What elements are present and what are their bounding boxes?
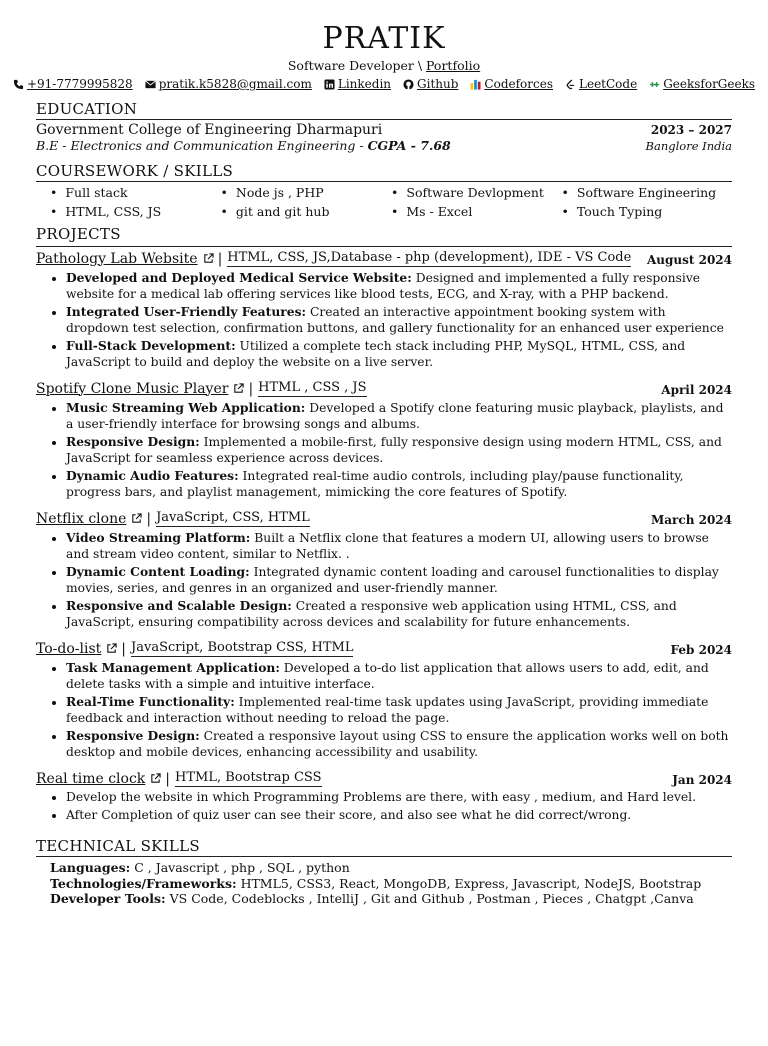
bullet-text: Integrated dynamic content loading and carousel functionalities to display movies, series, and genres in an organized and user-friendly manner. (66, 565, 719, 595)
project-date: March 2024 (651, 513, 732, 527)
list-item (66, 790, 732, 806)
project-tech: JavaScript, CSS, HTML (156, 510, 310, 525)
tech-label: Languages: (50, 860, 131, 875)
bullet-heading: Task Management Application: (66, 660, 280, 675)
leetcode-icon (565, 79, 576, 90)
bullet-heading: Developed and Deployed Medical Service Website: (66, 270, 412, 285)
project-name-link[interactable]: To-do-list (36, 640, 102, 657)
tech-value: C , Javascript , php , SQL , python (130, 860, 350, 875)
phone-link[interactable] (13, 77, 133, 91)
geeksforgeeks-label: GeeksforGeeks (663, 77, 756, 91)
project-tech: JavaScript, Bootstrap CSS, HTML (131, 640, 354, 655)
bullet-text: Designed and implemented a fully responsive website for a medical lab offering services like blood tests, ECG, and X-ray, with a PHP backend. (66, 271, 701, 301)
project-todo (36, 640, 732, 760)
github-link[interactable] (403, 77, 458, 91)
project-tech: HTML, CSS, JS,Database - php (development), IDE - VS Code (227, 250, 632, 265)
project-tech: HTML, Bootstrap CSS (175, 770, 322, 785)
project-title-row (36, 770, 732, 787)
project-title (36, 770, 322, 787)
linkedin-icon (324, 79, 335, 90)
list-item (66, 598, 732, 630)
role-text: Software Developer \ (287, 58, 427, 73)
skill-item: • git and git hub (221, 204, 392, 219)
institution-name: Government College of Engineering Dharmapuri (36, 122, 383, 138)
project-title-row (36, 250, 732, 267)
bullet-text: Created an interactive appointment booking system with dropdown test selection, confirmation buttons, and gallery functionality for an enhanced user experience (66, 305, 724, 335)
project-spotify (36, 380, 732, 500)
external-link-icon[interactable] (150, 773, 161, 784)
bullet-heading: Responsive Design: (66, 434, 200, 449)
separator: | (248, 380, 254, 397)
bullet-text: Implemented real-time task updates using JavaScript, providing immediate feedback and interaction without needing to reload the page. (66, 695, 709, 725)
tech-label: Developer Tools: (50, 891, 166, 906)
bullet-heading: Real-Time Functionality: (66, 694, 235, 709)
project-name-link[interactable]: Real time clock (36, 770, 146, 787)
degree-row (36, 138, 732, 153)
project-clock (36, 770, 732, 823)
tech-row (50, 876, 732, 892)
tech-label: Technologies/Frameworks: (50, 875, 237, 891)
separator: | (165, 770, 171, 787)
education-row (36, 122, 732, 138)
education-location: Banglore India (645, 139, 732, 153)
linkedin-link[interactable] (324, 77, 391, 91)
project-bullets (36, 530, 732, 630)
technical-heading: TECHNICAL SKILLS (36, 837, 732, 857)
email-link[interactable] (145, 77, 312, 91)
skills-list (50, 185, 732, 219)
bullet-heading: Integrated User-Friendly Features: (66, 304, 307, 319)
bullet-text: Develop the website in which Programming Problems are there, with easy , medium, and Hard level. (66, 790, 697, 804)
project-title (36, 640, 353, 657)
project-name-link[interactable]: Netflix clone (36, 510, 127, 527)
project-bullets (36, 400, 732, 500)
bullet-heading: Full-Stack Development: (66, 338, 236, 353)
project-date: April 2024 (661, 383, 732, 397)
bullet-text: Created a responsive web application using HTML, CSS, and JavaScript, ensuring compatibility across devices and scalability for future enhancements. (66, 599, 677, 629)
project-title (36, 510, 310, 527)
list-item (66, 564, 732, 596)
skill-item: • Software Engineering (562, 185, 733, 200)
project-bullets (36, 790, 732, 823)
external-link-icon[interactable] (131, 513, 142, 524)
bullet-heading: Music Streaming Web Application: (66, 400, 306, 415)
project-tech: HTML , CSS , JS (258, 380, 367, 395)
skills-heading: COURSEWORK / SKILLS (36, 162, 732, 182)
education-years: 2023 – 2027 (650, 123, 732, 137)
codeforces-icon (470, 79, 481, 90)
bullet-heading: Video Streaming Platform: (66, 530, 251, 545)
email-label: pratik.k5828@gmail.com (158, 77, 312, 91)
external-link-icon[interactable] (203, 253, 214, 264)
geeksforgeeks-icon (649, 79, 660, 90)
bullet-text: Implemented a mobile-first, fully responsive design using modern HTML, CSS, and JavaScript for seamless experience across devices. (66, 435, 722, 465)
separator: | (217, 250, 223, 267)
technical-skills (50, 860, 732, 907)
list-item (66, 434, 732, 466)
tech-row (50, 860, 732, 876)
projects-heading: PROJECTS (36, 225, 121, 243)
bullet-text: Utilized a complete tech stack including PHP, MySQL, HTML, CSS, and JavaScript to build and deploy the website on a live server. (66, 339, 686, 369)
skill-item: • Full stack (50, 185, 221, 200)
tech-value: VS Code, Codeblocks , IntelliJ , Git and Github , Postman , Pieces , Chatgpt ,Canva (165, 891, 694, 906)
project-title-row (36, 640, 732, 657)
project-date: Jan 2024 (672, 773, 732, 787)
project-bullets (36, 270, 732, 370)
leetcode-link[interactable] (565, 77, 637, 91)
leetcode-label: LeetCode (579, 77, 638, 91)
project-netflix (36, 510, 732, 630)
tech-value: HTML5, CSS3, React, MongoDB, Express, Javascript, NodeJS, Bootstrap (236, 875, 702, 891)
list-item (66, 728, 732, 760)
separator: | (121, 640, 127, 657)
codeforces-link[interactable] (470, 77, 553, 91)
bullet-heading: Responsive and Scalable Design: (66, 598, 292, 613)
bullet-text: Integrated real-time audio controls, including play/pause functionality, progress bars, and playlist management, mimicking the core features of Spotify. (66, 469, 684, 499)
skill-item: • Touch Typing (562, 204, 733, 219)
bullet-text: Built a Netflix clone that features a modern UI, allowing users to browse and stream video content, similar to Netflix. . (66, 531, 709, 561)
list-item (66, 660, 732, 692)
project-pathology (36, 246, 732, 370)
list-item (66, 400, 732, 432)
portfolio-link[interactable]: Portfolio (426, 58, 481, 73)
skill-item: • Ms - Excel (391, 204, 562, 219)
project-date: Feb 2024 (670, 643, 732, 657)
external-link-icon[interactable] (233, 383, 244, 394)
project-name-link[interactable]: Spotify Clone Music Player (36, 380, 229, 397)
project-title (36, 380, 367, 397)
list-item (66, 304, 732, 336)
bullet-heading: Dynamic Content Loading: (66, 564, 250, 579)
bullet-heading: Responsive Design: (66, 728, 200, 743)
cgpa-text: CGPA - 7.68 (367, 138, 451, 153)
project-title-row (36, 380, 732, 397)
contact-bar (26, 77, 756, 91)
project-name-link[interactable]: Pathology Lab Website (36, 250, 198, 267)
degree-line (36, 138, 451, 153)
bullet-text: After Completion of quiz user can see their score, and also see what he did correct/wrong. (66, 807, 632, 822)
list-item (66, 694, 732, 726)
bullet-heading: Dynamic Audio Features: (66, 468, 239, 483)
list-item (66, 468, 732, 500)
project-date: August 2024 (646, 253, 732, 267)
project-title (36, 250, 631, 267)
phone-label: +91-7779995828 (26, 77, 133, 91)
bullet-text: Developed a Spotify clone featuring music playback, playlists, and a user-friendly interface for browsing songs and albums. (66, 401, 724, 431)
project-bullets (36, 660, 732, 760)
resume-page (0, 22, 768, 1046)
github-icon (403, 79, 414, 90)
candidate-name: PRATIK (322, 21, 446, 56)
mail-icon (145, 79, 156, 90)
list-item (66, 270, 732, 302)
phone-icon (13, 79, 24, 90)
bullet-text: Developed a to-do list application that allows users to add, edit, and delete tasks with a simple and intuitive interface. (66, 661, 709, 691)
role-line (36, 58, 732, 73)
external-link-icon[interactable] (106, 643, 117, 654)
codeforces-label: Codeforces (484, 77, 553, 91)
skill-item: • Node js , PHP (221, 185, 392, 200)
github-label: Github (417, 77, 459, 91)
list-item (66, 530, 732, 562)
project-title-row (36, 510, 732, 527)
education-heading: EDUCATION (36, 100, 732, 120)
list-item (66, 808, 732, 824)
list-item (66, 338, 732, 370)
skill-item: • HTML, CSS, JS (50, 204, 221, 219)
separator: | (146, 510, 152, 527)
degree-text: B.E - Electronics and Communication Engineering - (36, 138, 368, 153)
linkedin-label: Linkedin (337, 77, 392, 91)
bullet-text: Created a responsive layout using CSS to ensure the application works well on both desktop and mobile devices, enhancing accessibility and usability. (66, 729, 729, 759)
tech-row (50, 891, 732, 907)
skill-item: • Software Devlopment (391, 185, 562, 200)
geeksforgeeks-link[interactable] (649, 77, 755, 91)
